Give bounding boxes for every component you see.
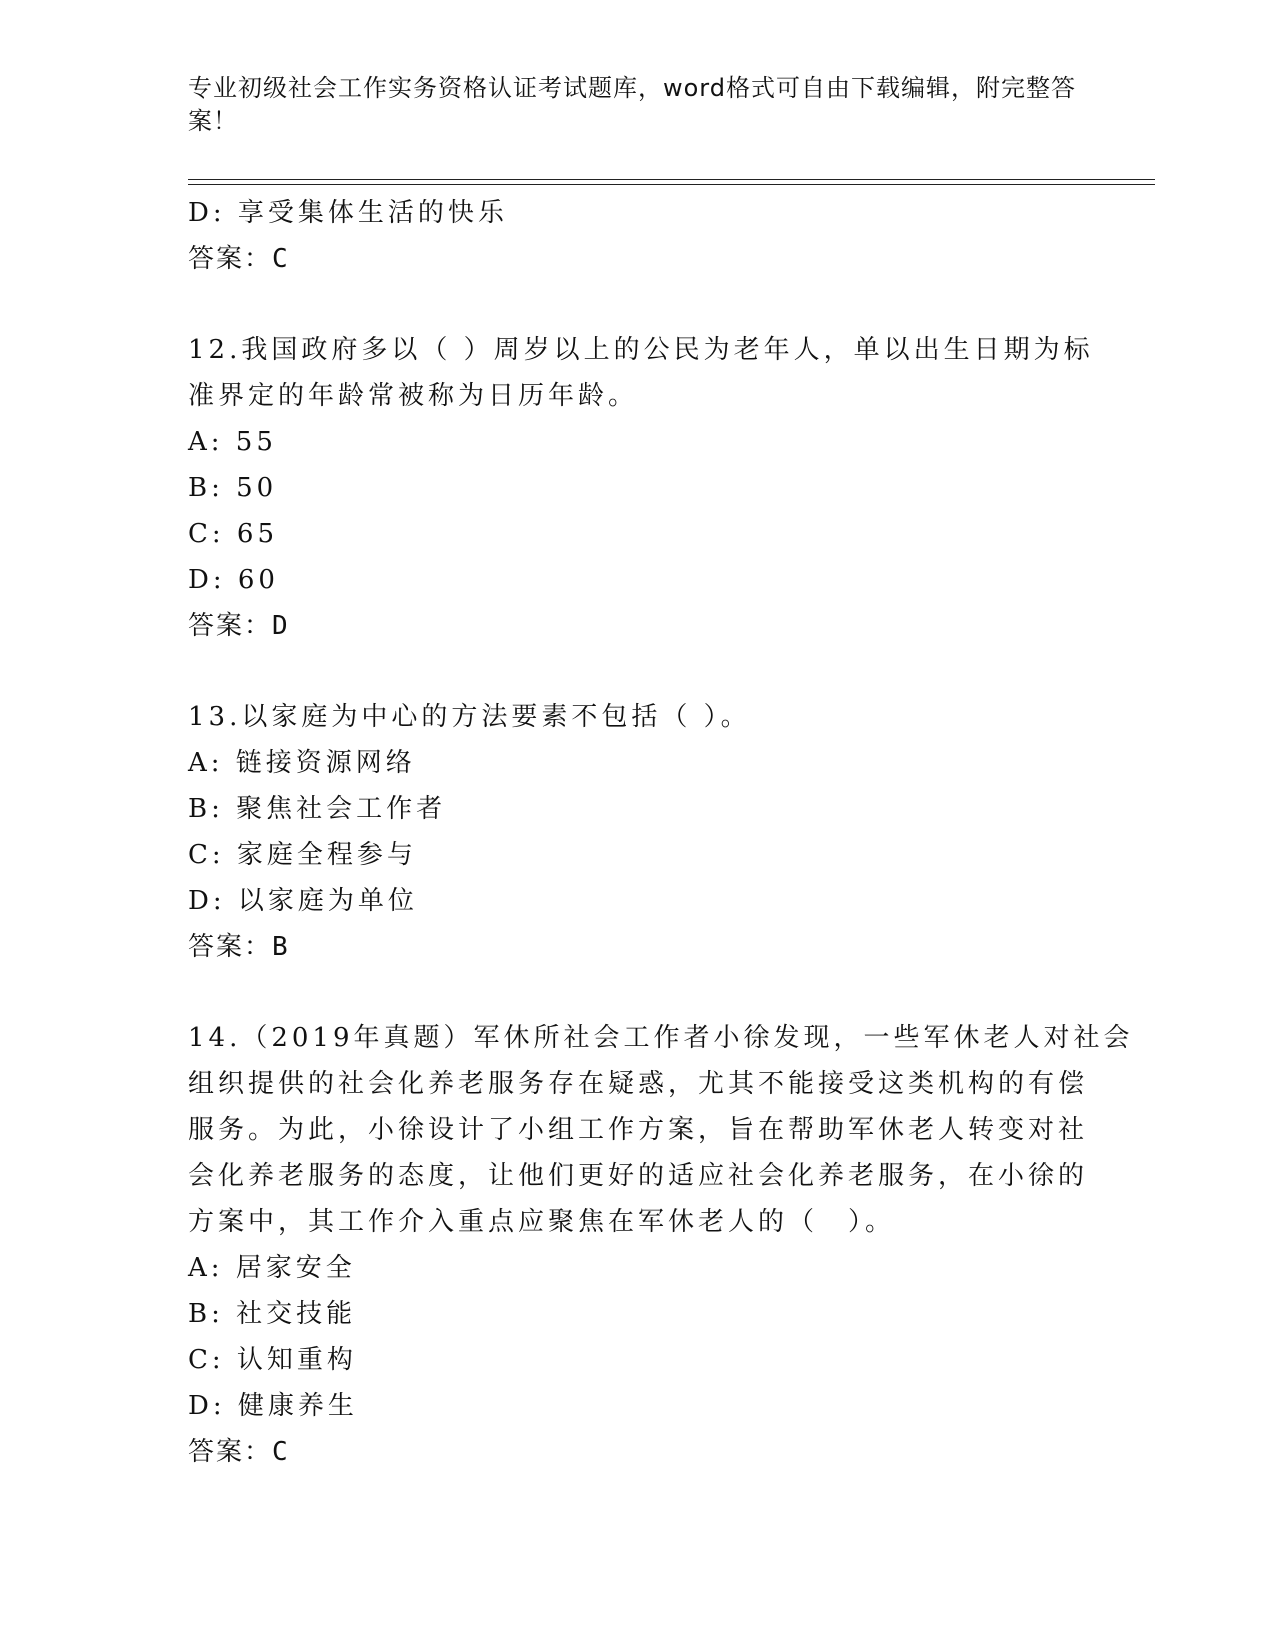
option-d: D: 60 bbox=[188, 565, 279, 595]
page-header bbox=[188, 72, 1088, 138]
question-14 bbox=[188, 1015, 1134, 1475]
option-b: B: 聚焦社会工作者 bbox=[188, 794, 447, 824]
answer-line: 答案：C bbox=[188, 244, 290, 274]
question-stem-line: 服务。为此，小徐设计了小组工作方案，旨在帮助军休老人转变对社 bbox=[188, 1115, 1089, 1145]
option-b: B: 社交技能 bbox=[188, 1299, 357, 1329]
question-stem-line: 13.以家庭为中心的方法要素不包括（ ）。 bbox=[188, 702, 751, 732]
option-d: D: 以家庭为单位 bbox=[188, 886, 418, 916]
spacer bbox=[188, 970, 1088, 1015]
question-stem-line: 组织提供的社会化养老服务存在疑惑，尤其不能接受这类机构的有偿 bbox=[188, 1069, 1089, 1099]
previous-question-fragment bbox=[188, 190, 1088, 282]
question-stem-line: 12.我国政府多以（ ）周岁以上的公民为老年人，单以出生日期为标 bbox=[188, 335, 1094, 365]
spacer bbox=[188, 282, 1088, 327]
question-content bbox=[188, 190, 1134, 1475]
option-c: C: 认知重构 bbox=[188, 1345, 357, 1375]
option-a: A: 链接资源网络 bbox=[188, 748, 416, 778]
answer-line: 答案：B bbox=[188, 932, 290, 962]
option-b: B: 50 bbox=[188, 473, 278, 503]
question-stem-line: 准界定的年龄常被称为日历年龄。 bbox=[188, 381, 639, 411]
option-c: C: 家庭全程参与 bbox=[188, 840, 417, 870]
question-13 bbox=[188, 694, 1088, 970]
answer-line: 答案：D bbox=[188, 611, 290, 641]
question-stem-line: 方案中，其工作介入重点应聚焦在军休老人的（ ）。 bbox=[188, 1207, 896, 1237]
spacer bbox=[188, 649, 1088, 694]
question-stem-line: 14.（2019年真题）军休所社会工作者小徐发现，一些军休老人对社会 bbox=[188, 1023, 1134, 1053]
option-d: D: 享受集体生活的快乐 bbox=[188, 198, 508, 228]
option-a: A: 55 bbox=[188, 427, 277, 457]
answer-line: 答案：C bbox=[188, 1437, 290, 1467]
option-a: A: 居家安全 bbox=[188, 1253, 356, 1283]
question-12 bbox=[188, 327, 1094, 649]
header-title-line-2: 案！ bbox=[188, 107, 238, 135]
option-d: D: 健康养生 bbox=[188, 1391, 358, 1421]
option-c: C: 65 bbox=[188, 519, 279, 549]
question-stem-line: 会化养老服务的态度，让他们更好的适应社会化养老服务，在小徐的 bbox=[188, 1161, 1089, 1191]
header-title-line-1: 专业初级社会工作实务资格认证考试题库，word格式可自由下载编辑，附完整答 bbox=[188, 74, 1076, 102]
header-divider bbox=[188, 179, 1155, 185]
